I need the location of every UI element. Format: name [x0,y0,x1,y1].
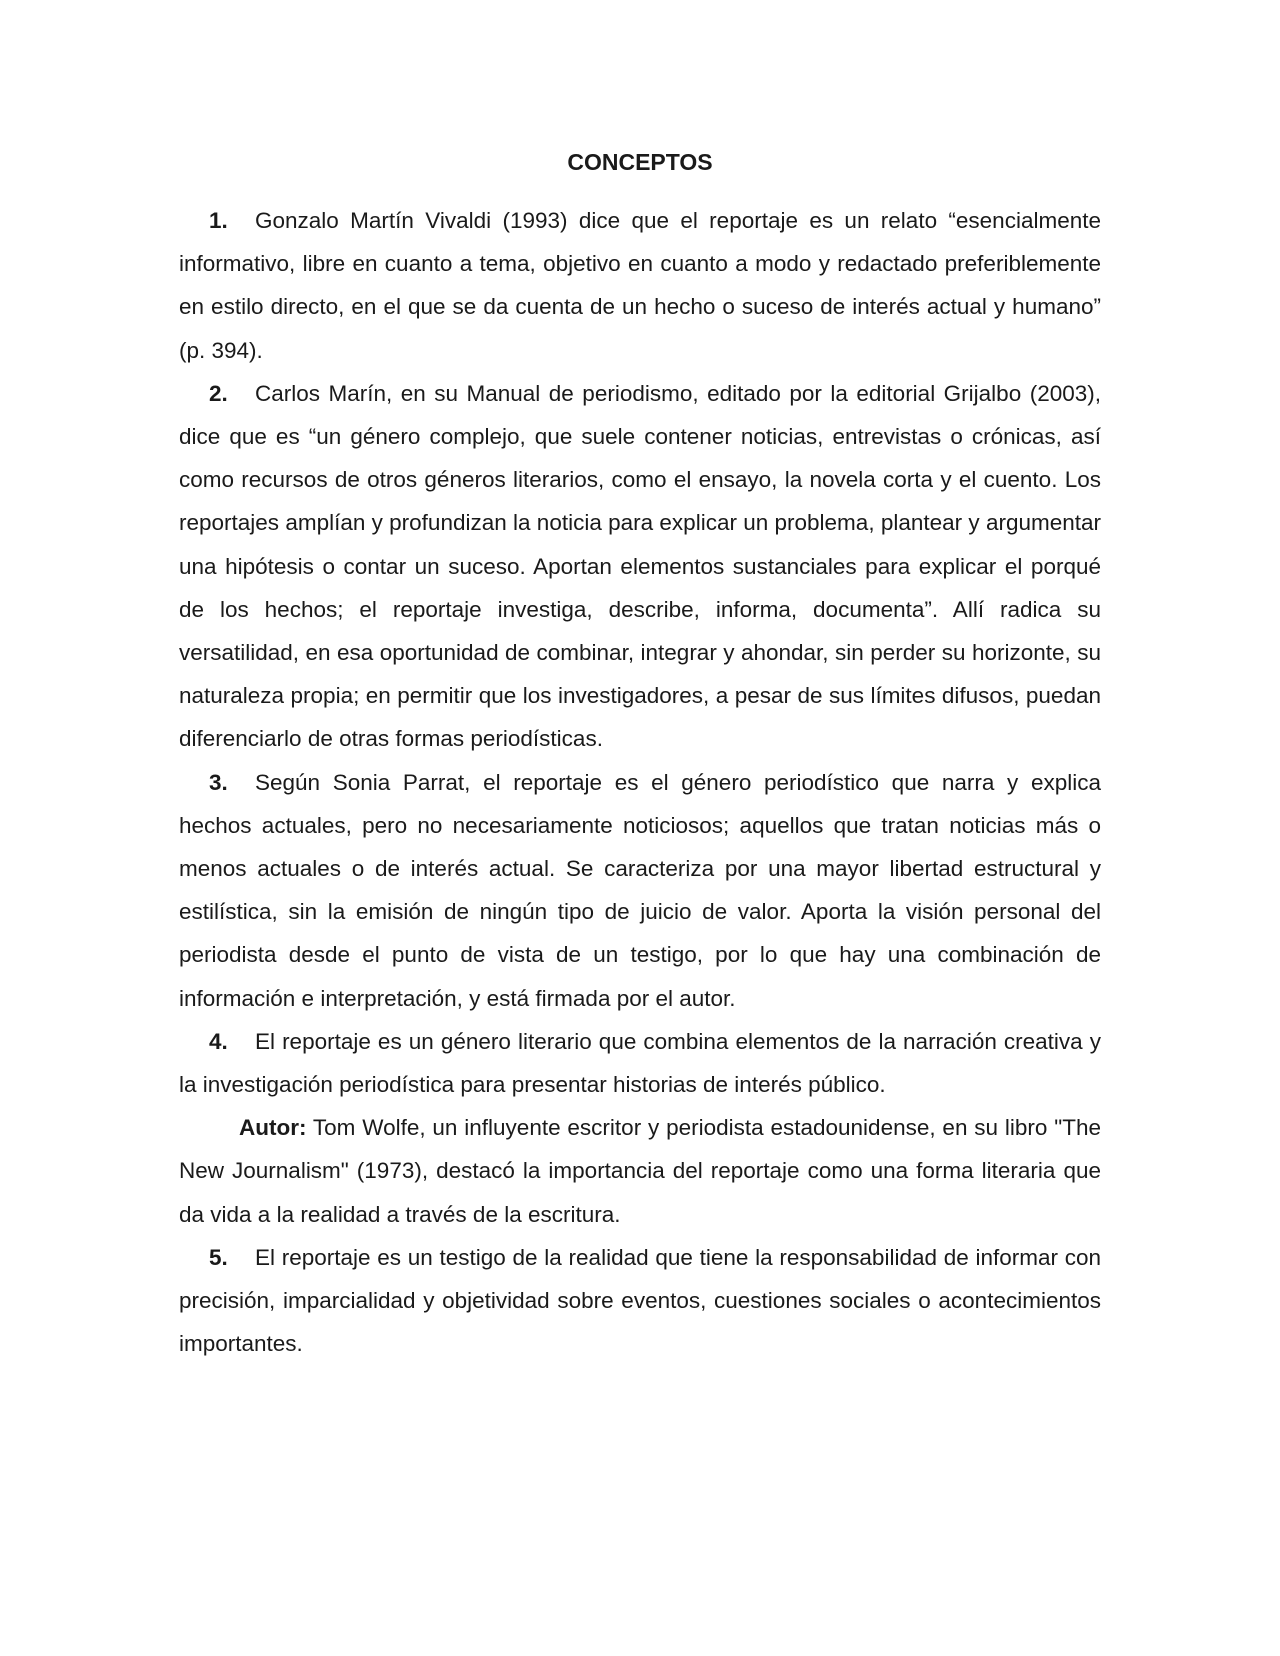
document-title: CONCEPTOS [567,149,713,175]
item-text: Gonzalo Martín Vivaldi (1993) dice que el reportaje es un relato “esencialmente informativo, libre en cuanto a tema, objetivo en cuanto a modo y redactado preferiblemente en estilo directo, en el que se da cuenta de un hecho o suceso de interés actual y humano” (p. 394). [179,208,1101,363]
author-text: Tom Wolfe, un influyente escritor y periodista estadounidense, en su libro "The New Journalism" (1973), destacó la importancia del reportaje como una forma literaria que da vida a la realidad a través de la escritura. [179,1115,1101,1227]
item-text: El reportaje es un género literario que combina elementos de la narración creativa y la investigación periodística para presentar historias de interés público. [179,1028,1101,1098]
item-text: Carlos Marín, en su Manual de periodismo, editado por la editorial Grijalbo (2003), dice que es “un género complejo, que suele contener noticias, entrevistas o crónicas, así como recursos de otros géneros literarios, como el ensayo, la novela corta y el cuento. Los reportajes amplían y profundizan la noticia para explicar un problema, plantear y argumentar una hipótesis o contar un suceso. Aportan elementos sustanciales para explicar el porqué de los hechos; el reportaje investiga, describe, informa, documenta”. Allí radica su versatilidad, en esa oportunidad de combinar, integrar y ahondar, sin perder su horizonte, su naturaleza propia; en permitir que los investigadores, a pesar de sus límites difusos, puedan diferenciarlo de otras formas periodísticas. [179,380,1101,752]
concept-item-1 [179,199,1101,372]
concept-item-5 [179,1236,1101,1366]
document-page [179,140,1101,1365]
item-number: 2. [209,380,228,406]
item-number: 1. [209,208,228,233]
concept-item-4 [179,1020,1101,1106]
author-label: Autor: [239,1115,307,1141]
item-text: El reportaje es un testigo de la realidad que tiene la responsabilidad de informar con precisión, imparcialidad y objetividad sobre eventos, cuestiones sociales o acontecimientos importantes. [179,1244,1101,1357]
item-text: Según Sonia Parrat, el reportaje es el género periodístico que narra y explica hechos actuales, pero no necesariamente noticiosos; aquellos que tratan noticias más o menos actuales o de interés actual. Se caracteriza por una mayor libertad estructural y estilística, sin la emisión de ningún tipo de juicio de valor. Aporta la visión personal del periodista desde el punto de vista de un testigo, por lo que hay una combinación de información e interpretación, y está firmada por el autor. [179,769,1101,1011]
item-number: 4. [209,1028,228,1054]
item-number: 3. [209,769,228,795]
item-number: 5. [209,1244,228,1270]
concept-item-2 [179,372,1101,761]
concept-item-3 [179,761,1101,1020]
author-note [179,1106,1101,1236]
